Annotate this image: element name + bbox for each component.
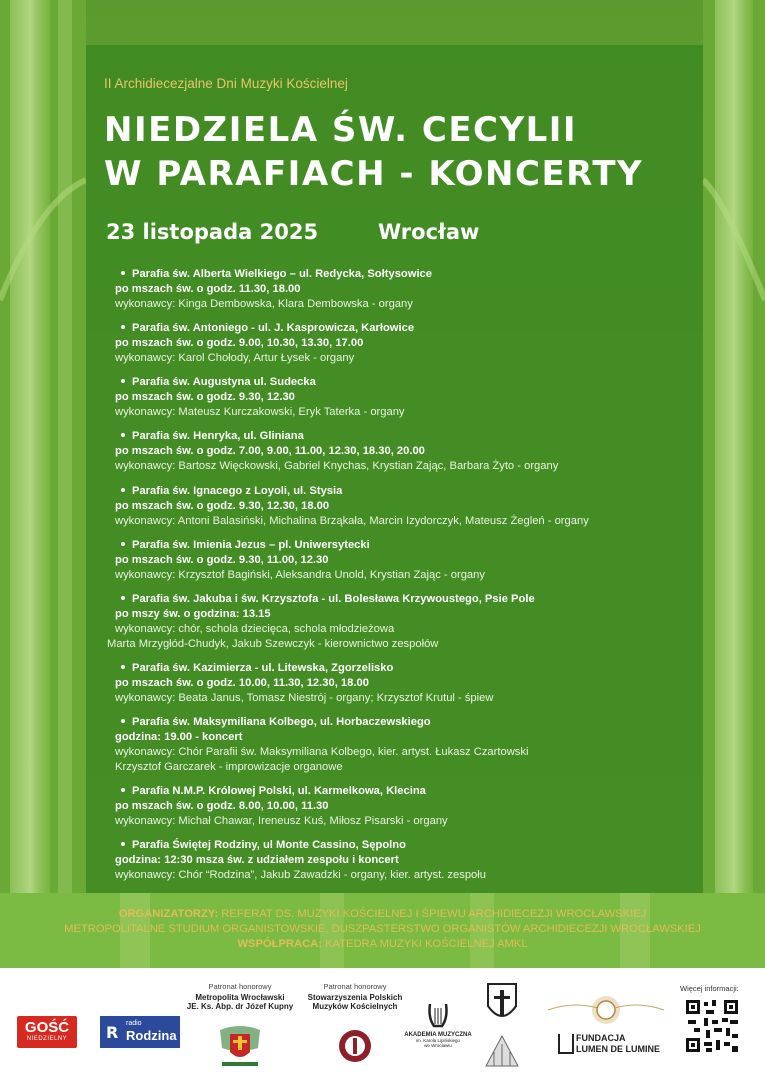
- bullet-icon: [121, 488, 125, 492]
- concert-entry: [115, 321, 685, 366]
- performers: wykonawcy: Bartosz Więckowski, Gabriel Knychas, Krystian Zając, Barbara Żyto - organy: [115, 460, 559, 472]
- academy-logo-text: AKADEMIA MUZYCZNA im. Karola Lipińskiego we Wrocławiu: [404, 1032, 472, 1048]
- concert-times: po mszach św. o godz. 8.00, 10.00, 11.30: [115, 800, 329, 812]
- fundacja-mark-icon: [558, 1034, 574, 1054]
- bullet-icon: [121, 788, 125, 792]
- fundacja-logo: FUNDACJA LUMEN DE LUMINE: [558, 1030, 658, 1060]
- organizers-line-2: METROPOLITALNE STUDIUM ORGANISTOWSKIE, DUSZPASTERSTWO ORGANISTÓW ARCHIDIECEZJI WROCŁAWSKIEJ: [64, 923, 701, 935]
- concert-entry: [115, 375, 685, 420]
- parish-name: Parafia św. Augustyna ul. Sudecka: [132, 376, 316, 388]
- concert-times: po mszach św. o godz. 9.30, 12.30: [115, 391, 295, 403]
- performers: Marta Mrzygłód-Chudyk, Jakub Szewczyk - kierownictwo zespołów: [107, 638, 439, 650]
- bullet-icon: [121, 325, 125, 329]
- performers: wykonawcy: Michał Chawar, Ireneusz Kuś, Miłosz Pisarski - organy: [115, 815, 448, 827]
- organizers-line-1: [0, 907, 765, 922]
- bullet-icon: [121, 842, 125, 846]
- performers: Krzysztof Garczarek - improwizacje organowe: [115, 761, 343, 773]
- performers: wykonawcy: Antoni Balasiński, Michalina Brząkała, Marcin Izydorczyk, Mateusz Żegleń - organy: [115, 515, 589, 527]
- bullet-icon: [121, 719, 125, 723]
- parish-name: Parafia św. Imienia Jezus – pl. Uniwersytecki: [132, 539, 370, 551]
- concert-entry: [115, 784, 685, 829]
- performers: wykonawcy: chór, schola dziecięca, schola młodzieżowa: [115, 623, 395, 635]
- performers: wykonawcy: Karol Chołody, Artur Łysek - organy: [115, 352, 355, 364]
- concert-times: po mszach św. o godz. 9.30, 12.30, 18.00: [115, 500, 330, 512]
- parish-name: Parafia Świętej Rodziny, ul Monte Cassino, Sępolno: [132, 839, 406, 851]
- event-city: Wrocław: [378, 220, 480, 244]
- parish-name: Parafia św. Maksymiliana Kolbego, ul. Horbaczewskiego: [132, 716, 431, 728]
- patron-spmk: Patronat honorowy Stowarzyszenia Polskich Muzyków Kościelnych: [307, 982, 403, 1011]
- music-department-emblem-icon: [484, 1034, 520, 1068]
- performers: wykonawcy: Beata Janus, Tomasz Niestrój - organy; Krzysztof Krutul - śpiew: [115, 692, 494, 704]
- concert-times: godzina: 12:30 msza św. z udziałem zespołu i koncert: [115, 854, 399, 866]
- event-date: 23 listopada 2025: [106, 220, 319, 244]
- concert-entry: [115, 838, 685, 883]
- performers: wykonawcy: Chór Parafii św. Maksymiliana Kolbego, kier. artyst. Łukasz Czartowski: [115, 746, 529, 758]
- parish-name: Parafia św. Antoniego - ul. J. Kasprowicza, Karłowice: [132, 322, 415, 334]
- patron-metropolita: Patronat honorowy Metropolita Wrocławski JE. Ks. Abp. dr Józef Kupny: [186, 982, 294, 1011]
- parish-name: Parafia św. Henryka, ul. Gliniana: [132, 430, 304, 442]
- concert-entry: [115, 715, 685, 775]
- concert-entry: [115, 267, 685, 312]
- page-title-line-2: W PARAFIACH - KONCERTY: [104, 154, 644, 194]
- archbishop-coat-of-arms-icon: [214, 1024, 266, 1072]
- bullet-icon: [121, 542, 125, 546]
- ornament-icon: [546, 992, 666, 1028]
- qr-code-icon[interactable]: [684, 998, 740, 1054]
- event-subtitle: II Archidiecezjalne Dni Muzyki Kościelnej: [104, 76, 348, 91]
- concert-entry: [115, 661, 685, 706]
- performers: wykonawcy: Chór “Rodzina”, Jakub Zawadzki - organy, kier. artyst. zespołu: [115, 869, 486, 881]
- cooperation-text: KATEDRA MUZYKI KOŚCIELNEJ AMKL: [325, 938, 528, 950]
- parish-name: Parafia św. Jakuba i św. Krzysztofa - ul. Bolesława Krzywoustego, Psie Pole: [132, 593, 535, 605]
- performers: wykonawcy: Krzysztof Bagiński, Aleksandra Unold, Krystian Zając - organy: [115, 569, 485, 581]
- cooperation-label: WSPÓŁPRACA:: [237, 938, 322, 950]
- parish-name: Parafia N.M.P. Królowej Polski, ul. Karmelkowa, Klecina: [132, 785, 426, 797]
- bullet-icon: [121, 379, 125, 383]
- lyre-icon: [426, 1002, 450, 1030]
- parish-name: Parafia św. Alberta Wielkiego – ul. Redycka, Sołtysowice: [132, 268, 433, 280]
- page-title-line-1: NIEDZIELA ŚW. CECYLII: [104, 110, 578, 150]
- organizers-text: REFERAT DS. MUZYKI KOŚCIELNEJ I ŚPIEWU ARCHIDIECEZJI WROCŁAWSKIEJ: [221, 908, 647, 920]
- more-info-label: Więcej informacji:: [680, 984, 739, 993]
- performers: wykonawcy: Mateusz Kurczakowski, Eryk Taterka - organy: [115, 406, 405, 418]
- gosc-niedzielny-logo: GOŚĆ NIEDZIELNY: [17, 1016, 77, 1048]
- concert-times: po mszach św. o godz. 7.00, 9.00, 11.00, 12.30, 18.30, 20.00: [115, 445, 425, 457]
- bullet-icon: [121, 665, 125, 669]
- organizers-label: ORGANIZATORZY:: [118, 908, 219, 920]
- cooperation-line: [0, 937, 765, 952]
- concert-entry: [115, 538, 685, 583]
- concert-times: po mszach św. o godz. 9.30, 11.00, 12.30: [115, 554, 329, 566]
- concert-times: po mszach św. o godz. 10.00, 11.30, 12.30, 18.00: [115, 677, 369, 689]
- bullet-icon: [121, 596, 125, 600]
- concert-times: po mszach św. o godz. 11.30, 18.00: [115, 283, 301, 295]
- bullet-icon: [121, 433, 125, 437]
- parish-name: Parafia św. Ignacego z Loyoli, ul. Stysia: [132, 485, 343, 497]
- radio-rodzina-logo: R radio Rodzina: [100, 1016, 180, 1048]
- sponsors-footer: [0, 968, 765, 1080]
- concert-times: po mszach św. o godz. 9.00, 10.30, 13.30, 17.00: [115, 337, 364, 349]
- parish-name: Parafia św. Kazimierza - ul. Litewska, Zgorzelisko: [132, 662, 394, 674]
- concert-entry: [115, 429, 685, 474]
- concert-times: po mszy św. o godzina: 13.15: [115, 608, 271, 620]
- concert-entry: [107, 592, 685, 652]
- radio-icon: R: [106, 1023, 119, 1042]
- performers: wykonawcy: Kinga Dembowska, Klara Dembowska - organy: [115, 298, 413, 310]
- spmk-emblem-icon: [338, 1026, 372, 1066]
- concert-times: godzina: 19.00 - koncert: [115, 731, 243, 743]
- organist-school-emblem-icon: [484, 980, 520, 1026]
- bullet-icon: [121, 271, 125, 275]
- concert-entry: [115, 484, 685, 529]
